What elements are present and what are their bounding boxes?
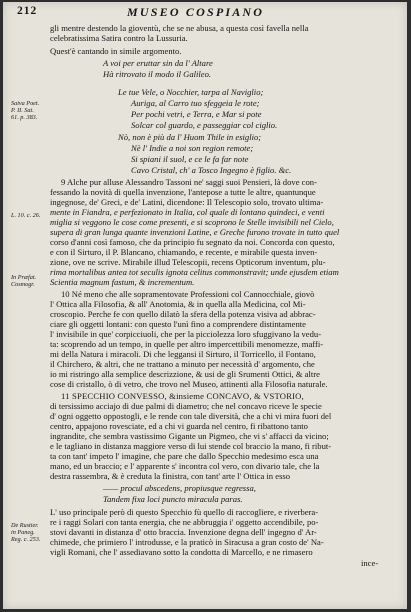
text-line: ciare gli oggetti lontani: con questo l'unì fino a comprendere distintamente [50,319,306,329]
book-page [3,2,407,609]
margin-note-line: In Præfat. [11,274,37,281]
text-line: chimede, che primiero l' introdusse, e la praticò in Siracusa a gran costo de' Na- [50,537,324,547]
text-line: mente in Fiandra, e perfezionato in Italia, col quale di lontano quindeci, e venti [50,207,325,217]
text-line: celebratissima Satira contro la Lussuria. [50,33,188,43]
catchword: ince- [361,558,379,568]
text-line: 9 Alche pur alluse Alessandro Tassoni ne' saggi suoi Pensieri, là dove con- [61,177,317,187]
margin-note-line: Cosmogr. [11,281,35,289]
verse-line: Le tue Vele, o Nocchier, tarpa al Naviglio; [118,87,264,97]
page-header [17,5,397,19]
margin-note-line: Saiva Poet. [11,100,40,107]
text-line: 11 SPECCHIO CONVESSO, &insieme CONCAVO, & VSTORIO, [61,391,304,401]
verse-line: Cavo Cristal, ch' a Tosco Ingegno è figlio. &c. [131,165,292,175]
verse-line: Nè l' Indie a noi son region remote; [131,143,254,153]
margin-note-tassoni [11,212,40,219]
text-line: rima mortalibus antea tot seculis ignota celitus commonstravit; unde ejusdem etiam [50,267,339,277]
text-line: mi della Natura i miracoli. Di che leggansi il Sirturo, il Torricello, il Fontano, [50,349,316,359]
text-line: l' Ottica alla Filosofia, & all' Anotomia, & in quella alla Medicina, col Mi- [50,299,306,309]
text-line: gli mentre destendo la gioventù, che se ne abusa, a questa così favella nella [50,23,309,33]
verse-line: Si spiani il suol, e ce le fa far note [131,154,249,164]
quote-line: Tandem fixa loci puncto miracula paras. [103,494,243,504]
text-line: croscopio. Perche fe con quello dilatò la sfera della potenza visiva ad abbrac- [50,309,316,319]
text-line: vigli Romani, che l' assediavano sotto la condotta di Marcello, e ne rimasero [50,547,313,557]
text-line: centro, appajono rovesciate, ed a chi vi guarda nel centro, fi ribattono tanto [50,421,308,431]
text-line: d' ogni oggetto oppostogli, e le rende con tale diversità, che a chi vi mira fuori del [50,411,332,421]
text-line: mano, ed un braccio; e l' apparente s' incontra col vero, con divario tale, che la [50,461,320,471]
text-line: corso d'anni così famoso, che da principio fu segnato da noi. Concorda con questo, [50,237,335,247]
text-line: miglia si veggono le cose come presenti, e si scoprono le Stelle invisibili nel Cielo, [50,217,334,227]
text-line: destra rassembra, & è creduta la finistra, con tant' arte l' Ottica in esso [50,471,291,481]
running-title: MUSEO COSPIANO [127,5,265,19]
margin-note-rustier [11,522,40,544]
text-line: fessando la novità di quella invenzione, l'antepose a tutte le altre, quantunque [50,187,316,197]
text-line: io mi ristringo alla semplice descrizzione, & usi de gli Srumenti Ottici, & altre [50,369,320,379]
margin-note-line: in Paneg. [11,529,35,537]
margin-note-line: 61. p. 383. [11,114,38,122]
margin-note-juvenal [11,100,39,122]
text-line: stovi davanti in distanza d' otto braccia. Invenzione degna dell' ingegno d' Ar- [50,527,317,537]
verse-line: Solcar col guardo, e passeggiar col ciglio. [131,120,278,130]
text-line: Scientia magnum fastum, & incrementum. [50,277,195,287]
verse-line: Auriga, al Carro tuo sfeggeia le rote; [131,98,260,108]
text-line: ta con tant' impeto l' imagine, che pare che dallo Specchio medesimo esca una [50,451,319,461]
text-line: e le tagliano in distanza maggiore verso di lui stende col braccio la mano, fi ribut- [50,441,332,451]
text-line: ingrandite, che sembra vastissimo Gigante un Pigmeo, che vi s' affacci da vicino; [50,431,329,441]
margin-note-line: L. 10. c. 26. [11,212,41,219]
margin-note-blancano [11,274,36,288]
text-line: il Chirchero, & altri, che ne trattano a minuto per necessità d' argomento, che [50,359,315,369]
text-line: e con il Sirturo, il P. Blancano, chiamando, e recente, e mirabile questa inven- [50,247,318,257]
page-number: 212 [17,5,38,17]
verse-line: A voi per eruttar sin da l' Altare [103,58,213,68]
text-line: di tersissimo acciajo di due palmi di diametro; che nel concavo riceve le specie [50,401,322,411]
verse-line: Per pochi vetri, e Terra, e Mar si pote [131,109,262,119]
verse-line: Nò, non è più da l' Huom Thile in esiglio; [118,132,262,142]
text-line: l' invisibile in que' corpicciuoli, che per la picciolezza loro sfuggivano la vedu- [50,329,322,339]
verse-line: Hà ritrovato il modo il Galileo. [103,69,212,79]
margin-note-line: De Rustier. [11,522,39,529]
text-line: ingegnose, de' Greci, e de' Latini, dicendone: Il Telescopio solo, trovato ultima- [50,197,324,207]
text-line: cose di cristallo, ò di vetro, che trovo nel Museo, attinenti alla Filosofia naturale. [50,379,328,389]
text-line: zione, ove ne scrive. Mirabile illud Telescopii, recens Opticorum inventum, plu- [50,257,326,267]
text-line: re i raggi Solari con tanta energia, che ne abbruggia i' oggetto accendibile, po- [50,517,319,527]
text-line: 10 Né meno che alle sopramentovate Professioni col Cannocchiale, giovò [61,289,315,299]
margin-note-line: Reg. c. 253. [11,536,41,544]
text-line: ta: scoprendo ad un tempo, in quelle per altro impercettibili menomezze, maffi- [50,339,324,349]
text-line: Quest'è cantando in simile argomento. [50,46,182,56]
text-line: supera di gran lunga quante invenzioni Latine, e Greche furono trovate in tutto quel [50,227,340,237]
text-line: L' uso principale però di questo Specchio fù quello di raccogliere, e riverbera- [50,507,319,517]
quote-line: —— procul abscedens, propiusque regressa, [103,483,256,493]
margin-note-line: P. II. Sat. [11,107,34,115]
